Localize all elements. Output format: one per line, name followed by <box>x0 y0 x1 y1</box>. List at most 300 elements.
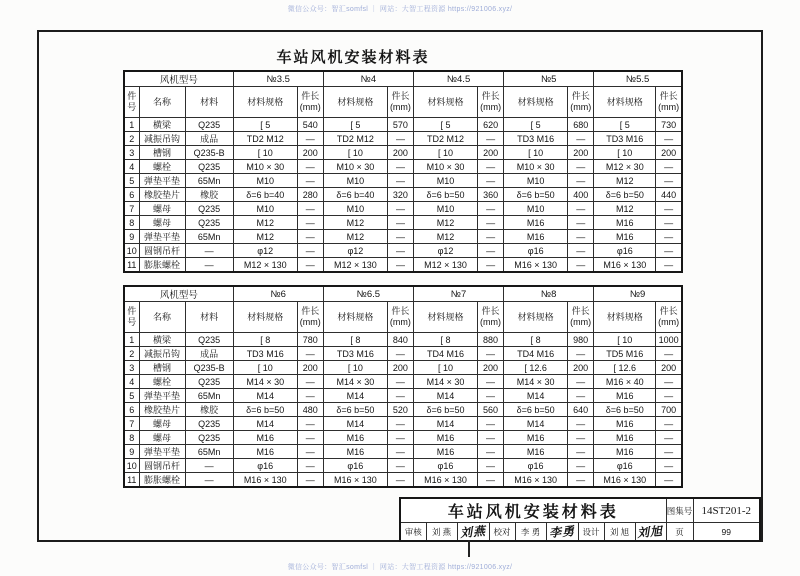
table-row <box>124 389 682 403</box>
table-row <box>124 258 682 273</box>
name-cell: 膨胀螺栓 <box>139 258 185 273</box>
length-cell: — <box>387 132 413 146</box>
proofreader-signature <box>546 523 578 542</box>
length-cell: — <box>656 160 682 174</box>
length-cell: — <box>478 244 504 258</box>
item-no-cell: 5 <box>124 174 139 188</box>
length-cell: 880 <box>478 333 504 347</box>
spec-cell: M16 <box>504 431 568 445</box>
model-header-row <box>124 286 682 302</box>
model-number-header: №3.5 <box>233 71 323 87</box>
spec-cell: M16 <box>594 417 656 431</box>
material-cell: Q235 <box>185 333 233 347</box>
title-block-table <box>399 497 761 542</box>
spec-cell: M16 <box>504 216 568 230</box>
spec-cell: φ16 <box>504 244 568 258</box>
material-cell: Q235 <box>185 118 233 132</box>
spec-cell: M14 × 30 <box>504 375 568 389</box>
length-cell: — <box>297 445 323 459</box>
name-cell: 橡胶垫片 <box>139 403 185 417</box>
name-cell: 横梁 <box>139 118 185 132</box>
spec-cell: M12 × 130 <box>413 258 477 273</box>
spec-cell: φ12 <box>233 244 297 258</box>
spec-cell: φ16 <box>413 459 477 473</box>
spec-cell: M10 <box>233 174 297 188</box>
item-no-cell: 10 <box>124 244 139 258</box>
length-cell: — <box>387 244 413 258</box>
signature-text: 李勇 <box>548 523 576 541</box>
length-cell: — <box>297 389 323 403</box>
length-header: 件长 (mm) <box>478 302 504 333</box>
length-cell: — <box>387 174 413 188</box>
item-no-cell: 3 <box>124 146 139 160</box>
spec-header: 材料规格 <box>413 87 477 118</box>
material-cell: 成品 <box>185 347 233 361</box>
materials-table-lower <box>123 285 683 488</box>
spec-cell: M16 × 130 <box>594 473 656 488</box>
spec-cell: TD5 M16 <box>594 347 656 361</box>
spec-cell: M12 <box>413 216 477 230</box>
length-cell: — <box>387 347 413 361</box>
spec-cell: M16 <box>594 445 656 459</box>
name-cell: 弹垫平垫 <box>139 174 185 188</box>
spec-header: 材料规格 <box>233 87 297 118</box>
spec-header: 材料规格 <box>594 302 656 333</box>
name-cell: 槽钢 <box>139 146 185 160</box>
table-row <box>124 188 682 202</box>
length-cell: 620 <box>478 118 504 132</box>
material-cell: — <box>185 244 233 258</box>
length-cell: 570 <box>387 118 413 132</box>
length-cell: — <box>297 459 323 473</box>
spec-cell: [ 5 <box>413 118 477 132</box>
name-cell: 圆钢吊杆 <box>139 244 185 258</box>
spec-cell: M12 <box>594 202 656 216</box>
spec-cell: M10 <box>233 202 297 216</box>
spec-cell: [ 10 <box>233 146 297 160</box>
spec-cell: δ=6 b=50 <box>413 188 477 202</box>
material-cell: Q235 <box>185 160 233 174</box>
length-cell: — <box>656 174 682 188</box>
spec-cell: M14 <box>413 389 477 403</box>
length-cell: 400 <box>568 188 594 202</box>
spec-cell: δ=6 b=50 <box>323 403 387 417</box>
spec-cell: TD4 M16 <box>504 347 568 361</box>
model-number-header: №6 <box>233 286 323 302</box>
materials-table <box>123 70 683 273</box>
name-cell: 圆钢吊杆 <box>139 459 185 473</box>
spec-cell: [ 8 <box>233 333 297 347</box>
length-cell: — <box>297 174 323 188</box>
length-cell: — <box>387 389 413 403</box>
spec-cell: M16 × 130 <box>504 473 568 488</box>
fan-model-label: 风机型号 <box>124 71 233 87</box>
spec-cell: M10 <box>504 202 568 216</box>
length-cell: 200 <box>656 361 682 375</box>
material-cell: Q235-B <box>185 146 233 160</box>
spec-cell: φ16 <box>594 244 656 258</box>
table-row <box>124 473 682 488</box>
item-no-cell: 9 <box>124 445 139 459</box>
spec-cell: TD2 M12 <box>413 132 477 146</box>
spec-cell: [ 10 <box>594 333 656 347</box>
material-cell: 65Mn <box>185 174 233 188</box>
spec-cell: M10 <box>323 202 387 216</box>
length-cell: — <box>387 445 413 459</box>
table-row <box>124 403 682 417</box>
name-cell: 弹垫平垫 <box>139 230 185 244</box>
length-cell: 200 <box>568 146 594 160</box>
watermark-bottom: 微信公众号：智汇somfsl ｜ 网站：大智工程资源 https://921006.xyz/ <box>287 564 513 571</box>
length-cell: — <box>656 417 682 431</box>
length-header: 件长 (mm) <box>297 87 323 118</box>
signature-text: 刘旭 <box>636 523 665 541</box>
spec-cell: φ16 <box>594 459 656 473</box>
table-row <box>124 459 682 473</box>
name-cell: 槽钢 <box>139 361 185 375</box>
item-no-cell: 10 <box>124 459 139 473</box>
length-cell: 200 <box>387 146 413 160</box>
model-number-header: №8 <box>504 286 594 302</box>
material-cell: Q235 <box>185 417 233 431</box>
spec-cell: M16 <box>504 445 568 459</box>
column-header-row <box>124 302 682 333</box>
length-cell: — <box>568 417 594 431</box>
length-cell: — <box>656 230 682 244</box>
length-cell: 200 <box>568 361 594 375</box>
table-row <box>124 174 682 188</box>
model-number-header: №4.5 <box>413 71 503 87</box>
length-cell: 480 <box>297 403 323 417</box>
name-cell: 橡胶垫片 <box>139 188 185 202</box>
length-cell: — <box>568 389 594 403</box>
item-no-header: 件 号 <box>124 302 139 333</box>
spec-cell: M12 <box>233 216 297 230</box>
length-cell: 1000 <box>656 333 682 347</box>
spec-cell: [ 12.6 <box>594 361 656 375</box>
table-row <box>124 375 682 389</box>
spec-cell: φ16 <box>504 459 568 473</box>
length-cell: — <box>568 202 594 216</box>
spec-cell: δ=6 b=40 <box>323 188 387 202</box>
spec-cell: M12 <box>594 174 656 188</box>
length-cell: — <box>297 244 323 258</box>
name-header: 名称 <box>139 302 185 333</box>
length-header: 件长 (mm) <box>568 302 594 333</box>
spec-cell: M14 <box>504 417 568 431</box>
length-cell: — <box>297 160 323 174</box>
material-cell: Q235 <box>185 375 233 389</box>
length-cell: — <box>297 258 323 273</box>
spec-cell: TD4 M16 <box>413 347 477 361</box>
material-cell: 成品 <box>185 132 233 146</box>
name-cell: 减振吊钩 <box>139 132 185 146</box>
designer-signature <box>635 523 666 542</box>
length-cell: — <box>297 417 323 431</box>
length-cell: — <box>478 473 504 488</box>
spec-cell: M10 <box>413 174 477 188</box>
material-cell: — <box>185 258 233 273</box>
length-cell: — <box>656 347 682 361</box>
length-cell: — <box>656 445 682 459</box>
length-cell: 200 <box>478 146 504 160</box>
length-cell: — <box>568 431 594 445</box>
length-cell: — <box>387 216 413 230</box>
material-header: 材料 <box>185 302 233 333</box>
spec-cell: [ 10 <box>413 146 477 160</box>
table-row <box>124 146 682 160</box>
spec-cell: M12 × 130 <box>323 258 387 273</box>
table-row <box>124 417 682 431</box>
length-cell: 200 <box>387 361 413 375</box>
item-no-cell: 8 <box>124 431 139 445</box>
length-cell: — <box>297 347 323 361</box>
spec-cell: δ=6 b=50 <box>504 403 568 417</box>
spec-cell: M10 <box>323 174 387 188</box>
model-header-row <box>124 71 682 87</box>
spec-cell: [ 10 <box>323 361 387 375</box>
length-cell: — <box>656 473 682 488</box>
spec-cell: [ 8 <box>504 333 568 347</box>
spec-cell: M16 <box>594 216 656 230</box>
spec-cell: δ=6 b=40 <box>233 188 297 202</box>
reviewer-name: 刘 燕 <box>426 523 457 542</box>
spec-cell: TD3 M16 <box>233 347 297 361</box>
spec-header: 材料规格 <box>323 302 387 333</box>
material-cell: 65Mn <box>185 389 233 403</box>
length-cell: — <box>568 132 594 146</box>
item-no-cell: 6 <box>124 403 139 417</box>
length-cell: — <box>656 459 682 473</box>
materials-table-upper <box>123 70 683 273</box>
spec-cell: [ 8 <box>323 333 387 347</box>
length-header: 件长 (mm) <box>656 87 682 118</box>
spec-cell: M14 × 30 <box>323 375 387 389</box>
length-cell: 320 <box>387 188 413 202</box>
spec-cell: δ=6 b=50 <box>233 403 297 417</box>
spec-cell: φ12 <box>323 244 387 258</box>
length-cell: — <box>568 244 594 258</box>
length-cell: 730 <box>656 118 682 132</box>
model-number-header: №5.5 <box>594 71 682 87</box>
spec-cell: M16 <box>594 230 656 244</box>
length-cell: — <box>568 473 594 488</box>
length-cell: — <box>478 258 504 273</box>
length-cell: — <box>387 459 413 473</box>
spec-cell: [ 10 <box>594 146 656 160</box>
spec-cell: M12 <box>323 216 387 230</box>
table-row <box>124 216 682 230</box>
name-cell: 螺母 <box>139 431 185 445</box>
spec-cell: M16 × 130 <box>323 473 387 488</box>
table-row <box>124 202 682 216</box>
spec-cell: M16 × 130 <box>413 473 477 488</box>
length-cell: — <box>478 445 504 459</box>
material-cell: — <box>185 473 233 488</box>
table-row <box>124 132 682 146</box>
length-cell: — <box>568 258 594 273</box>
spec-cell: [ 10 <box>504 146 568 160</box>
item-no-cell: 1 <box>124 118 139 132</box>
spec-cell: TD2 M12 <box>323 132 387 146</box>
reviewer-role-label: 审核 <box>400 523 426 542</box>
designer-role-label: 设计 <box>578 523 604 542</box>
length-cell: — <box>478 132 504 146</box>
table-row <box>124 230 682 244</box>
length-cell: — <box>656 216 682 230</box>
table-row <box>124 118 682 132</box>
proofreader-name: 李 勇 <box>515 523 546 542</box>
reviewer-signature <box>457 523 489 542</box>
item-no-cell: 4 <box>124 375 139 389</box>
name-cell: 横梁 <box>139 333 185 347</box>
length-cell: — <box>387 417 413 431</box>
length-cell: — <box>478 389 504 403</box>
spec-cell: M10 <box>413 202 477 216</box>
spec-cell: M14 <box>233 389 297 403</box>
spec-cell: M12 × 30 <box>594 160 656 174</box>
item-no-cell: 7 <box>124 202 139 216</box>
length-cell: — <box>297 202 323 216</box>
spec-cell: M12 <box>413 230 477 244</box>
length-cell: — <box>478 174 504 188</box>
spec-cell: M12 <box>233 230 297 244</box>
watermark-top: 微信公众号：智汇somfsl ｜ 网站：大智工程资源 https://921006.xyz/ <box>287 6 513 13</box>
length-cell: — <box>387 202 413 216</box>
table-row <box>124 333 682 347</box>
length-cell: 680 <box>568 118 594 132</box>
length-header: 件长 (mm) <box>387 302 413 333</box>
model-number-header: №7 <box>413 286 503 302</box>
item-no-cell: 11 <box>124 258 139 273</box>
fan-model-label: 风机型号 <box>124 286 233 302</box>
length-cell: 540 <box>297 118 323 132</box>
length-cell: — <box>656 389 682 403</box>
length-cell: — <box>387 258 413 273</box>
length-cell: 840 <box>387 333 413 347</box>
length-cell: — <box>387 431 413 445</box>
fold-mark <box>468 540 470 557</box>
length-cell: — <box>478 216 504 230</box>
material-cell: 橡胶 <box>185 403 233 417</box>
spec-cell: M14 × 30 <box>233 375 297 389</box>
length-cell: 520 <box>387 403 413 417</box>
spec-header: 材料规格 <box>233 302 297 333</box>
spec-cell: φ16 <box>323 459 387 473</box>
materials-table <box>123 285 683 488</box>
spec-cell: M16 <box>594 389 656 403</box>
spec-cell: [ 10 <box>413 361 477 375</box>
length-cell: — <box>297 216 323 230</box>
length-header: 件长 (mm) <box>478 87 504 118</box>
length-cell: — <box>478 431 504 445</box>
length-cell: — <box>478 459 504 473</box>
spec-cell: M16 × 130 <box>594 258 656 273</box>
length-cell: 640 <box>568 403 594 417</box>
spec-cell: M10 <box>504 174 568 188</box>
spec-cell: [ 10 <box>233 361 297 375</box>
length-cell: — <box>297 375 323 389</box>
length-cell: — <box>568 445 594 459</box>
material-cell: Q235 <box>185 431 233 445</box>
length-cell: — <box>568 375 594 389</box>
spec-cell: M14 <box>233 417 297 431</box>
item-no-cell: 2 <box>124 347 139 361</box>
page-number: 99 <box>693 523 760 542</box>
item-no-cell: 8 <box>124 216 139 230</box>
length-cell: — <box>568 174 594 188</box>
length-cell: — <box>656 202 682 216</box>
spec-cell: M12 × 130 <box>233 258 297 273</box>
atlas-number-value: 14ST201-2 <box>693 498 760 523</box>
spec-cell: M14 <box>323 417 387 431</box>
length-cell: — <box>568 459 594 473</box>
spec-cell: [ 12.6 <box>504 361 568 375</box>
spec-cell: M10 × 30 <box>233 160 297 174</box>
spec-cell: M16 <box>594 431 656 445</box>
name-cell: 减振吊钩 <box>139 347 185 361</box>
spec-cell: M16 <box>323 431 387 445</box>
spec-cell: M12 <box>323 230 387 244</box>
length-cell: — <box>387 473 413 488</box>
spec-header: 材料规格 <box>323 87 387 118</box>
name-cell: 弹垫平垫 <box>139 389 185 403</box>
spec-cell: δ=6 b=50 <box>504 188 568 202</box>
spec-cell: M10 × 30 <box>413 160 477 174</box>
spec-cell: φ16 <box>233 459 297 473</box>
length-cell: — <box>656 258 682 273</box>
name-cell: 螺母 <box>139 216 185 230</box>
spec-cell: M16 <box>233 431 297 445</box>
length-cell: — <box>478 230 504 244</box>
length-cell: — <box>297 132 323 146</box>
model-number-header: №9 <box>594 286 682 302</box>
spec-cell: δ=6 b=50 <box>413 403 477 417</box>
length-cell: — <box>297 230 323 244</box>
title-block <box>399 497 761 542</box>
length-cell: 200 <box>297 146 323 160</box>
spec-cell: [ 5 <box>233 118 297 132</box>
material-cell: Q235-B <box>185 361 233 375</box>
length-header: 件长 (mm) <box>568 87 594 118</box>
length-cell: 560 <box>478 403 504 417</box>
spec-header: 材料规格 <box>413 302 477 333</box>
length-cell: — <box>568 160 594 174</box>
length-cell: — <box>568 347 594 361</box>
length-cell: 200 <box>297 361 323 375</box>
length-cell: — <box>568 216 594 230</box>
length-cell: 200 <box>656 146 682 160</box>
length-cell: — <box>568 230 594 244</box>
length-cell: — <box>656 132 682 146</box>
spec-header: 材料规格 <box>504 302 568 333</box>
material-cell: Q235 <box>185 216 233 230</box>
item-no-cell: 5 <box>124 389 139 403</box>
designer-name: 刘 旭 <box>604 523 635 542</box>
name-cell: 膨胀螺栓 <box>139 473 185 488</box>
spec-cell: M14 <box>323 389 387 403</box>
name-cell: 螺母 <box>139 417 185 431</box>
spec-cell: M16 × 130 <box>504 258 568 273</box>
name-header: 名称 <box>139 87 185 118</box>
length-cell: 440 <box>656 188 682 202</box>
length-cell: 780 <box>297 333 323 347</box>
material-cell: 65Mn <box>185 445 233 459</box>
signature-text: 刘燕 <box>459 523 487 541</box>
spec-cell: [ 5 <box>594 118 656 132</box>
spec-cell: TD3 M16 <box>504 132 568 146</box>
item-no-header: 件 号 <box>124 87 139 118</box>
